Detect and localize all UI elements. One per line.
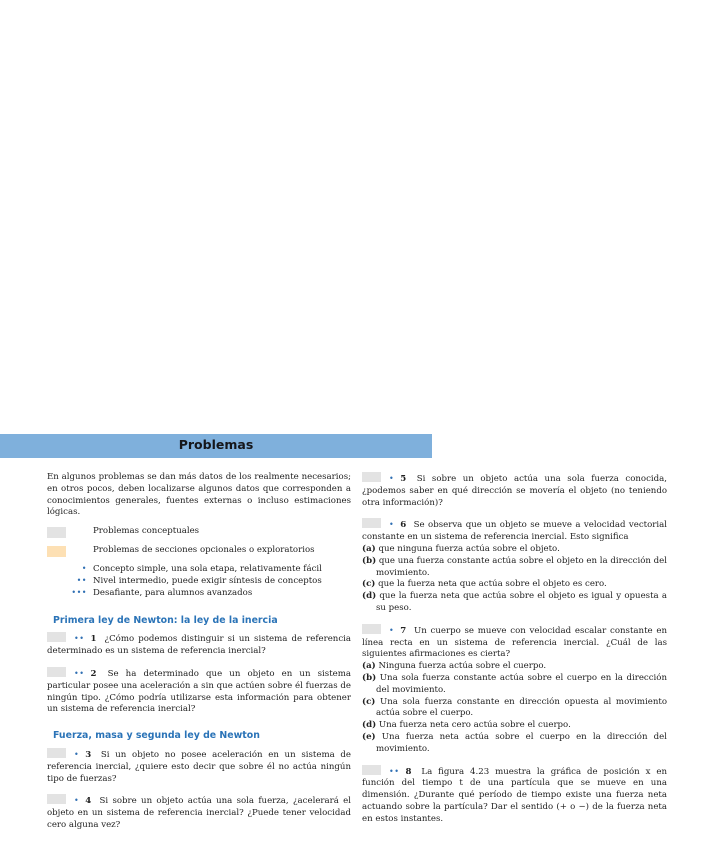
problem-text: ¿Cómo podemos distinguir si un sistema de referencia determinado es un sistema de referencia inercial? [47,634,352,657]
problem-5 [362,472,667,509]
option-text: Ninguna fuerza actúa sobre el cuerpo. [378,661,547,672]
conceptual-marker [362,624,381,634]
level-dots: • [81,564,87,574]
level-challenging [47,587,351,599]
option-label: (b) [362,555,377,566]
problem-number: 6 [400,520,407,531]
problem-1 [47,632,351,658]
difficulty-dots: • [389,520,395,530]
option-item [362,579,667,591]
problem-4 [47,794,351,831]
optional-swatch [47,546,66,557]
section-heading-first-law: Primera ley de Newton: la ley de la inercia [53,614,278,626]
option-label: (c) [362,696,376,707]
conceptual-marker [362,518,381,528]
option-text: que la fuerza neta que actúa sobre el objeto es cero. [378,579,607,590]
difficulty-dots: • [74,796,80,806]
problem-number: 2 [90,668,97,679]
problem-text: Si sobre un objeto actúa una sola fuerza, ¿acelerará el objeto en un sistema de referencia inercial? ¿Puede tener velocidad cero alguna vez? [47,796,352,830]
option-label: (a) [362,661,376,672]
option-item [362,720,667,732]
problem-number: 7 [400,625,407,636]
difficulty-dots: •• [74,668,85,678]
option-label: (d) [362,720,377,731]
problem-7 [362,624,667,661]
problem-text: Se observa que un objeto se mueve a velocidad vectorial constante en un sistema de referencia inercial. Esto significa [362,520,667,543]
problem-number: 1 [90,634,97,645]
option-label: (b) [362,672,377,683]
option-text: que ninguna fuerza actúa sobre el objeto. [378,543,560,554]
option-text: que la fuerza neta que actúa sobre el objeto es igual y opuesta a su peso. [376,591,668,613]
intro-paragraph: En algunos problemas se dan más datos de los realmente necesarios; en otros pocos, deben localizarse algunos datos que corresponden a conocimientos generales, fuentes externas o incluso estimaciones lógicas. [47,472,351,518]
problem-2 [47,667,351,716]
problem-number: 4 [85,796,92,807]
level-text: Desafiante, para alumnos avanzados [93,587,253,598]
option-item [362,661,667,673]
problem-3 [47,748,351,785]
option-text: Una fuerza neta cero actúa sobre el cuerpo. [378,720,571,731]
problem-7-options [362,661,667,755]
option-text: que una fuerza constante actúa sobre el objeto en la dirección del movimiento. [376,555,667,578]
problems-banner [0,434,432,458]
difficulty-dots: • [389,474,395,483]
difficulty-dots: •• [389,766,400,776]
level-dots: ••• [71,587,87,597]
option-label: (c) [362,579,376,590]
level-text: Concepto simple, una sola etapa, relativamente fácil [93,564,322,575]
problem-text: Un cuerpo se mueve con velocidad escalar constante en línea recta en un sistema de referencia inercial. ¿Cuál de las siguientes afirmaciones es cierta? [362,625,668,660]
option-item [362,673,667,697]
difficulty-dots: • [389,625,395,635]
option-item [362,556,667,580]
option-item [362,591,667,615]
conceptual-marker [47,748,66,758]
level-text: Nivel intermedio, puede exigir síntesis de conceptos [93,575,322,586]
problem-text: Si sobre un objeto actúa una sola fuerza conocida, ¿podemos saber en qué dirección se movería el objeto (no teniendo otra información)? [362,474,667,508]
problem-number: 8 [405,766,412,777]
problem-6-options [362,544,667,615]
option-label: (d) [362,591,377,602]
level-dots: •• [76,575,87,585]
problem-text: La figura 4.23 muestra la gráfica de posición x en función del tiempo t de una partícula que se mueve en una dimensión. ¿Durante qué período de tiempo existe una fuerza neta actuando sobre la partícula? Dar el sentido (+ o −) de la fuerza neta en estos instantes. [362,766,667,824]
right-column [362,472,667,826]
conceptual-swatch [47,527,66,538]
option-item [362,544,667,556]
banner-title: Problemas [178,437,254,452]
conceptual-marker [362,472,381,482]
legend-optional [47,545,351,557]
problem-text: Si un objeto no posee aceleración en un sistema de referencia inercial, ¿quiere esto decir que sobre él no actúa ningún tipo de fuerzas? [47,749,352,784]
difficulty-legend [47,563,351,598]
section-heading-second-law: Fuerza, masa y segunda ley de Newton [53,730,260,742]
conceptual-marker [47,632,66,642]
legend-optional-label: Problemas de secciones opcionales o exploratorios [93,545,315,556]
option-label: (e) [362,731,376,742]
option-text: Una fuerza neta actúa sobre el cuerpo en la dirección del movimiento. [376,731,667,754]
conceptual-marker [47,794,66,804]
option-label: (a) [362,543,376,554]
level-intermediate [47,575,351,587]
left-column [47,472,351,832]
option-text: Una sola fuerza constante actúa sobre el cuerpo en la dirección del movimiento. [376,672,668,695]
difficulty-dots: • [74,749,80,759]
legend-conceptual-label: Problemas conceptuales [93,526,200,537]
problem-6 [362,518,667,544]
conceptual-marker [47,667,66,677]
legend-conceptual [47,526,351,538]
problem-number: 5 [400,474,407,484]
problem-number: 3 [85,749,92,760]
problem-text: Se ha determinado que un objeto en un sistema particular posee una aceleración a sin que actúen sobre él fuerzas de ningún tipo. ¿Cómo podría utilizarse esta información para obtener un sistema de referencia inercial? [47,668,352,715]
option-text: Una sola fuerza constante en dirección opuesta al movimiento actúa sobre el cuerpo. [376,696,667,719]
difficulty-dots: •• [74,634,85,644]
option-item [362,697,667,721]
level-easy [47,563,351,575]
conceptual-marker [362,765,381,775]
problem-8 [362,765,667,826]
option-item [362,732,667,756]
